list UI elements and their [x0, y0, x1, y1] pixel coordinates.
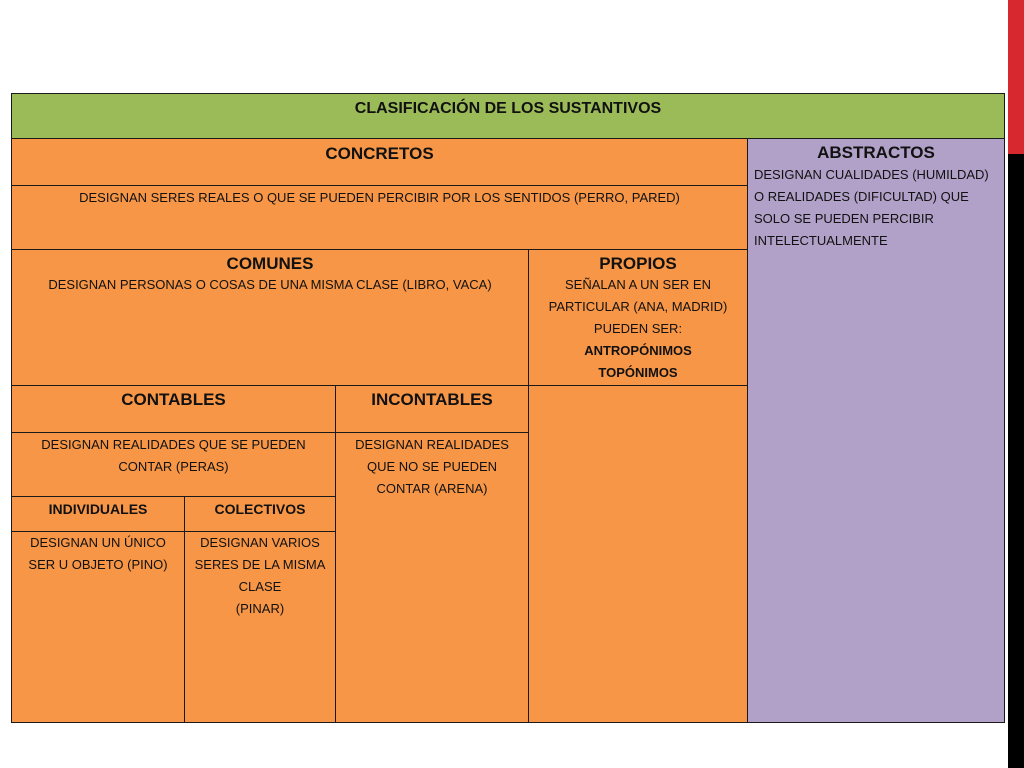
colectivos-desc-line: SERES DE LA MISMA: [194, 557, 326, 572]
incontables-desc-line: QUE NO SE PUEDEN: [366, 459, 498, 474]
contables-header-cell: [11, 385, 336, 433]
abstractos-cell: [747, 138, 1005, 723]
individuales-desc-cell: [11, 531, 185, 723]
table-title: CLASIFICACIÓN DE LOS SUSTANTIVOS: [354, 100, 662, 117]
edge-accent-red: [1008, 0, 1024, 154]
propios-type: TOPÓNIMOS: [598, 365, 678, 380]
colectivos-desc-line: (PINAR): [235, 601, 285, 616]
comunes-desc: DESIGNAN PERSONAS O COSAS DE UNA MISMA CLASE (LIBRO, VACA): [48, 277, 492, 292]
abstractos-desc-line: O REALIDADES (DIFICULTAD) QUE: [754, 189, 969, 204]
comunes-cell: [11, 249, 529, 386]
comunes-label: COMUNES: [226, 254, 314, 273]
propios-cell: [528, 249, 748, 386]
propios-label: PROPIOS: [599, 254, 677, 273]
colectivos-desc-line: CLASE: [238, 579, 282, 594]
edge-accent-black: [1008, 154, 1024, 768]
colectivos-desc-cell: [184, 531, 336, 723]
abstractos-desc-line: INTELECTUALMENTE: [754, 233, 888, 248]
propios-empty-cell: [528, 385, 748, 723]
contables-desc-line: CONTAR (PERAS): [118, 459, 229, 474]
individuales-desc-line: DESIGNAN UN ÚNICO: [30, 535, 166, 550]
contables-desc-cell: [11, 432, 336, 497]
abstractos-desc-line: DESIGNAN CUALIDADES (HUMILDAD): [754, 167, 989, 182]
propios-desc-line: SEÑALAN A UN SER EN: [565, 277, 711, 292]
colectivos-header-cell: [184, 496, 336, 532]
incontables-desc-line: CONTAR (ARENA): [376, 481, 488, 496]
concretos-desc: DESIGNAN SERES REALES O QUE SE PUEDEN PERCIBIR POR LOS SENTIDOS (PERRO, PARED): [79, 190, 680, 205]
individuales-label: INDIVIDUALES: [48, 501, 148, 517]
incontables-header-cell: [335, 385, 529, 433]
abstractos-label: ABSTRACTOS: [817, 143, 935, 162]
contables-desc-line: DESIGNAN REALIDADES QUE SE PUEDEN: [41, 437, 306, 452]
propios-type: ANTROPÓNIMOS: [584, 343, 692, 358]
concretos-label: CONCRETOS: [325, 144, 434, 163]
individuales-desc-line: SER U OBJETO (PINO): [28, 557, 168, 572]
colectivos-desc-line: DESIGNAN VARIOS: [200, 535, 320, 550]
incontables-desc-line: DESIGNAN REALIDADES: [355, 437, 509, 452]
concretos-desc-cell: [11, 185, 748, 250]
incontables-label: INCONTABLES: [371, 390, 493, 409]
concretos-header-cell: [11, 138, 748, 186]
abstractos-desc-line: SOLO SE PUEDEN PERCIBIR: [754, 211, 934, 226]
contables-label: CONTABLES: [121, 390, 226, 409]
colectivos-label: COLECTIVOS: [214, 501, 306, 517]
table-title-cell: [11, 93, 1005, 139]
individuales-header-cell: [11, 496, 185, 532]
propios-desc-line: PUEDEN SER:: [593, 321, 683, 336]
propios-desc-line: PARTICULAR (ANA, MADRID): [548, 299, 728, 314]
incontables-desc-cell: [335, 432, 529, 723]
